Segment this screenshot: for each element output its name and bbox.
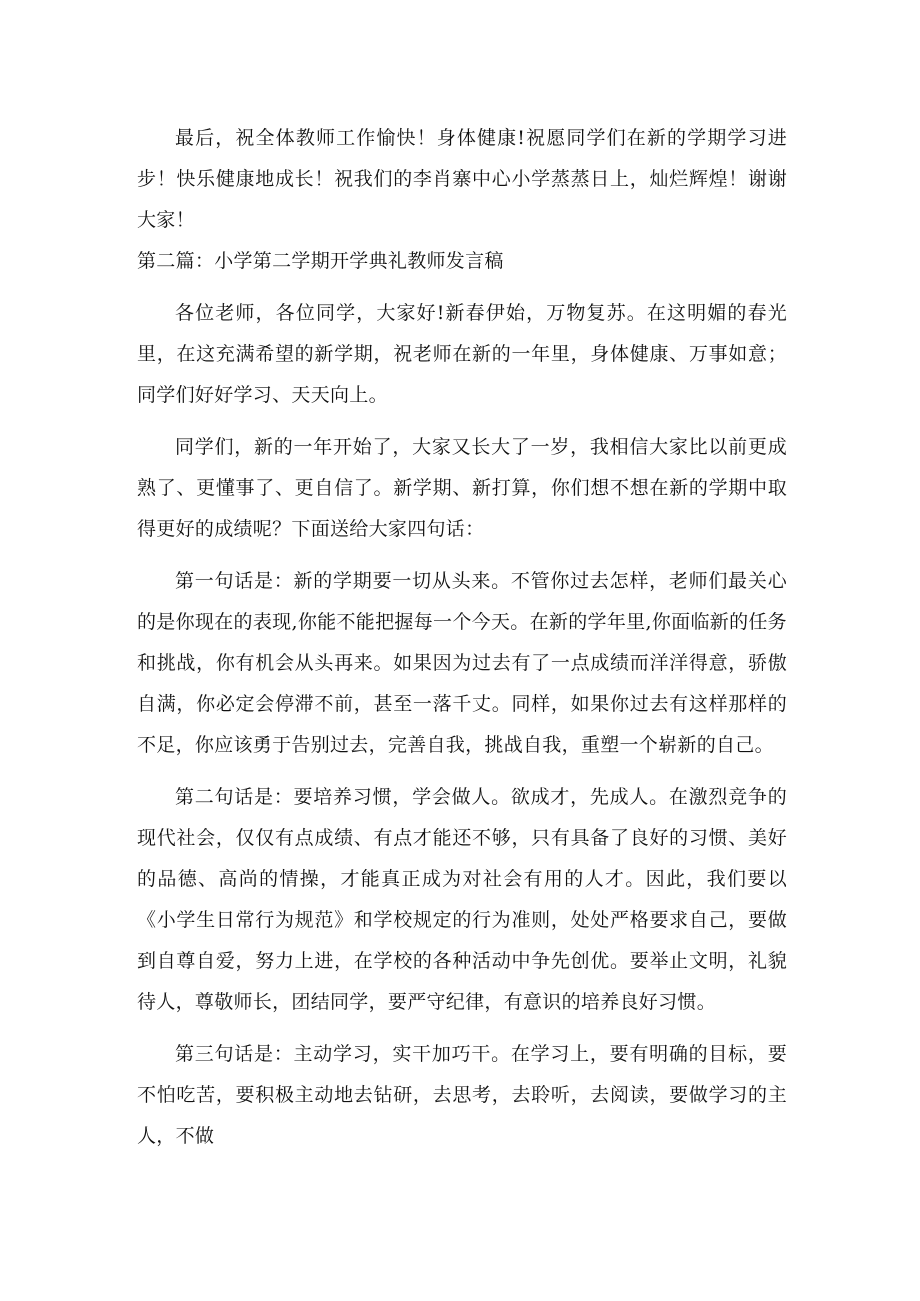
- document-body: [137, 118, 787, 1157]
- section-heading: 第二篇：小学第二学期开学典礼教师发言稿: [137, 250, 504, 272]
- first-point-paragraph: 第一句话是：新的学期要一切从头来。不管你过去怎样，老师们最关心的是你现在的表现,你能不能把握每一个今天。在新的学年里,你面临新的任务和挑战，你有机会从头再来。如果因为过去有了一点成绩而洋洋得意，骄傲自满，你必定会停滞不前，甚至一落千丈。同样，如果你过去有这样那样的不足，你应该勇于告别过去，完善自我，挑战自我，重塑一个崭新的自己。: [137, 570, 787, 756]
- third-point-paragraph: 第三句话是：主动学习，实干加巧干。在学习上，要有明确的目标，要不怕吃苦，要积极主动地去钻研，去思考，去聆听，去阅读，要做学习的主人，不做: [137, 1043, 787, 1147]
- intro-paragraph: 同学们，新的一年开始了，大家又长大了一岁，我相信大家比以前更成熟了、更懂事了、更自信了。新学期、新打算，你们想不想在新的学期中取得更好的成绩呢？下面送给大家四句话：: [137, 436, 787, 540]
- closing-paragraph: 最后，祝全体教师工作愉快！身体健康!祝愿同学们在新的学期学习进步！快乐健康地成长！祝我们的李肖寨中心小学蒸蒸日上，灿烂辉煌！谢谢大家！: [137, 127, 787, 231]
- second-point-paragraph: 第二句话是：要培养习惯，学会做人。欲成才，先成人。在激烈竞争的现代社会，仅仅有点成绩、有点才能还不够，只有具备了良好的习惯、美好的品德、高尚的情操，才能真正成为对社会有用的人才。因此，我们要以《小学生日常行为规范》和学校规定的行为准则，处处严格要求自己，要做到自尊自爱，努力上进，在学校的各种活动中争先创优。要举止文明，礼貌待人，尊敬师长，团结同学，要严守纪律，有意识的培养良好习惯。: [137, 786, 787, 1013]
- greeting-paragraph: 各位老师，各位同学，大家好!新春伊始，万物复苏。在这明媚的春光里，在这充满希望的新学期，祝老师在新的一年里，身体健康、万事如意；同学们好好学习、天天向上。: [137, 302, 787, 406]
